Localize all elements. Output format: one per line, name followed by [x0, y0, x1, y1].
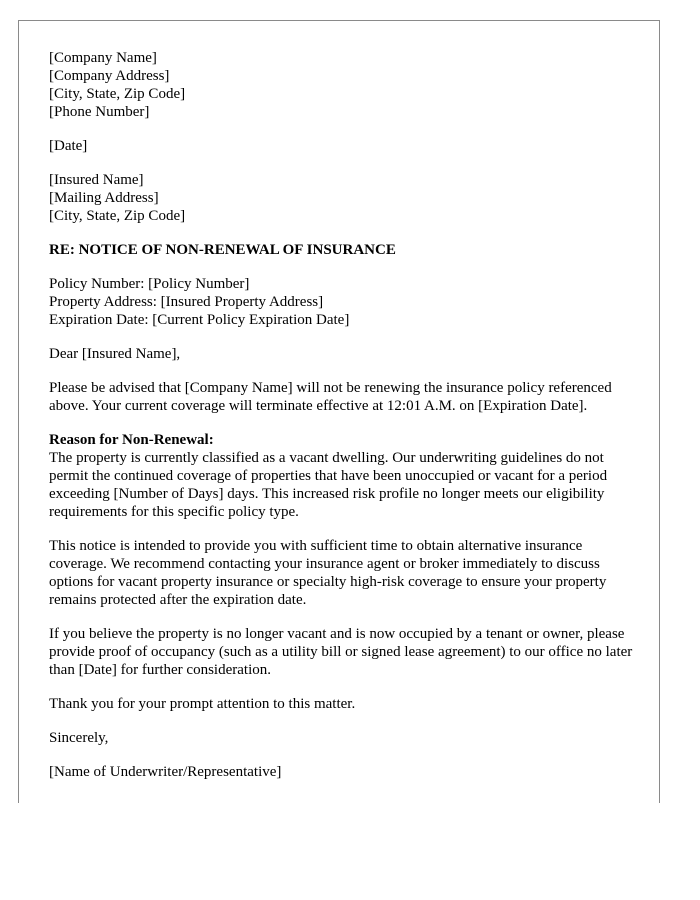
expiration-date-line: Expiration Date: [Current Policy Expiration Date]	[49, 312, 350, 328]
sender-block	[49, 49, 639, 121]
recipient-insured-name: [Insured Name]	[49, 172, 144, 188]
letter-date: [Date]	[49, 138, 88, 154]
reason-paragraph: The property is currently classified as a vacant dwelling. Our underwriting guidelines do not permit the continued coverage of properties that have been unoccupied or vacant for a period exceeding [Number of Days] days. This increased risk profile no longer meets our eligibility requirements for this specific policy type.	[49, 450, 608, 520]
recipient-mailing-address: [Mailing Address]	[49, 190, 159, 206]
recipient-city-state-zip: [City, State, Zip Code]	[49, 208, 186, 224]
salutation: Dear [Insured Name],	[49, 346, 181, 362]
sender-phone-number: [Phone Number]	[49, 104, 150, 120]
notice-paragraph: This notice is intended to provide you with sufficient time to obtain alternative insurance coverage. We recommend contacting your insurance agent or broker immediately to discuss options for vacant property insurance or specialty high-risk coverage to ensure your property remains protected after the expiration date.	[49, 538, 607, 608]
recipient-block	[49, 171, 639, 225]
reason-section	[49, 431, 639, 521]
property-address-line: Property Address: [Insured Property Address]	[49, 294, 324, 310]
policy-number-line: Policy Number: [Policy Number]	[49, 276, 250, 292]
signer-name: [Name of Underwriter/Representative]	[49, 764, 282, 780]
intro-paragraph: Please be advised that [Company Name] will not be renewing the insurance policy referenced above. Your current coverage will terminate effective at 12:01 A.M. on [Expiration Date].	[49, 380, 612, 414]
policy-info-block	[49, 275, 639, 329]
letter-content	[49, 49, 639, 781]
thanks-line: Thank you for your prompt attention to this matter.	[49, 696, 356, 712]
sender-company-address: [Company Address]	[49, 68, 170, 84]
closing-line: Sincerely,	[49, 730, 109, 746]
occupancy-paragraph: If you believe the property is no longer vacant and is now occupied by a tenant or owner, please provide proof of occupancy (such as a utility bill or signed lease agreement) to our office no later than [Date] for further consideration.	[49, 626, 633, 678]
letter-page	[18, 20, 660, 803]
letter-subject: RE: NOTICE OF NON-RENEWAL OF INSURANCE	[49, 242, 396, 258]
sender-company-name: [Company Name]	[49, 50, 157, 66]
reason-heading: Reason for Non-Renewal:	[49, 432, 214, 448]
sender-city-state-zip: [City, State, Zip Code]	[49, 86, 186, 102]
